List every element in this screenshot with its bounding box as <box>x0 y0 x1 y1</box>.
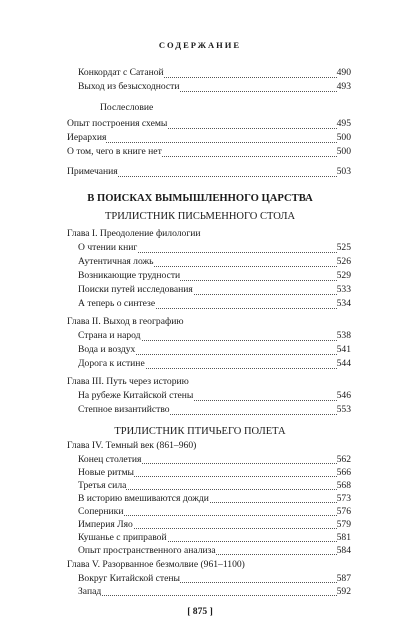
toc-entry <box>78 241 351 255</box>
toc-entry-page: 576 <box>336 506 351 517</box>
toc-entry <box>78 572 351 585</box>
toc-entry-page: 587 <box>336 573 351 584</box>
toc-entry-title: Аутентичная ложь <box>78 256 154 267</box>
toc-entry-title: Поиски путей исследования <box>78 284 193 295</box>
toc-entry-notes <box>67 165 351 179</box>
toc-entry-title: Примечания <box>67 166 118 177</box>
toc-entry <box>78 343 351 357</box>
toc-entry-title: Конец столетия <box>78 454 142 465</box>
toc-entry-title: Запад <box>78 586 102 597</box>
toc-entry-page: 534 <box>336 298 351 309</box>
toc-entry <box>78 585 351 598</box>
toc-entry-title: Опыт пространственного анализа <box>78 545 216 556</box>
running-header: СОДЕРЖАНИЕ <box>158 40 242 50</box>
toc-entry-page: 592 <box>336 586 351 597</box>
toc-entry-title: Опыт построения схемы <box>67 118 168 129</box>
toc-entry-page: 529 <box>336 270 351 281</box>
toc-entry-page: 584 <box>336 545 351 556</box>
toc-entry-title: А теперь о синтезе <box>78 298 156 309</box>
toc-entry-page: 568 <box>336 480 351 491</box>
toc-entry <box>78 466 351 479</box>
toc-entry-title: Конкордат с Сатаной <box>78 67 164 78</box>
toc-entry <box>78 255 351 269</box>
toc-entry-page: 544 <box>336 358 351 369</box>
toc-entry-title: На рубеже Китайской стены <box>78 390 194 401</box>
toc-entry-page: 546 <box>336 390 351 401</box>
toc-entry <box>67 145 351 159</box>
toc-entry-title: Возникающие трудности <box>78 270 181 281</box>
trefoil-title: ТРИЛИСТНИК ПТИЧЬЕГО ПОЛЕТА <box>114 426 286 437</box>
toc-entry-page: 541 <box>336 344 351 355</box>
toc-entry-title: Новые ритмы <box>78 467 134 478</box>
toc-entry <box>78 283 351 297</box>
toc-entry <box>67 117 351 131</box>
toc-entry-page: 581 <box>336 532 351 543</box>
toc-entry-page: 538 <box>336 330 351 341</box>
chapter-title: Глава I. Преодоление филологии <box>67 228 201 239</box>
toc-entry <box>78 531 351 544</box>
toc-entry-title: Вокруг Китайской стены <box>78 573 180 584</box>
toc-entry-page: 495 <box>336 118 351 129</box>
chapter-title: Глава V. Разорванное безмолвие (961–1100) <box>67 559 245 570</box>
toc-entry-title: Соперники <box>78 506 124 517</box>
toc-entry-title: Выход из безысходности <box>78 81 180 92</box>
chapter-title: Глава III. Путь через историю <box>67 376 189 387</box>
toc-entry-title: Страна и народ <box>78 330 141 341</box>
toc-entry <box>78 403 351 417</box>
toc-entry <box>67 131 351 145</box>
toc-entry-page: 566 <box>336 467 351 478</box>
chapter-title: Глава IV. Темный век (861–960) <box>67 440 197 451</box>
toc-entry <box>78 66 351 80</box>
toc-entry <box>78 389 351 403</box>
toc-entry-title: Иерархия <box>67 132 107 143</box>
toc-entry-page: 526 <box>336 256 351 267</box>
toc-entry <box>78 297 351 311</box>
toc-entry-title: О чтении книг <box>78 242 138 253</box>
toc-entry <box>78 80 351 94</box>
toc-entry <box>78 479 351 492</box>
toc-entry <box>78 492 351 505</box>
part-title: В ПОИСКАХ ВЫМЫШЛЕННОГО ЦАРСТВА <box>87 193 313 204</box>
toc-entry-page: 503 <box>336 166 351 177</box>
toc-entry-title: Вода и воздух <box>78 344 136 355</box>
toc-entry-page: 525 <box>336 242 351 253</box>
toc-entry <box>78 269 351 283</box>
toc-entry-title: Степное византийство <box>78 404 170 415</box>
toc-entry <box>78 357 351 371</box>
toc-entry-page: 493 <box>336 81 351 92</box>
toc-entry-page: 579 <box>336 519 351 530</box>
toc-entry-page: 490 <box>336 67 351 78</box>
toc-entry-page: 553 <box>336 404 351 415</box>
toc-entry-title: О том, чего в книге нет <box>67 146 162 157</box>
toc-entry-page: 500 <box>336 132 351 143</box>
toc-entry-page: 500 <box>336 146 351 157</box>
leader-dots <box>67 142 351 143</box>
leader-dots <box>78 595 351 596</box>
toc-entry-title: Кушанье с приправой <box>78 532 167 543</box>
toc-entry <box>78 518 351 531</box>
toc-entry <box>78 329 351 343</box>
toc-entry-title: Дорога к истине <box>78 358 145 369</box>
toc-entry-title: В историю вмешиваются дожди <box>78 493 209 504</box>
toc-entry-page: 533 <box>336 284 351 295</box>
toc-entry <box>78 505 351 518</box>
toc-entry-page: 562 <box>336 454 351 465</box>
trefoil-title: ТРИЛИСТНИК ПИСЬМЕННОГО СТОЛА <box>104 211 296 222</box>
toc-entry-title: Империя Ляо <box>78 519 133 530</box>
page-number: [ 875 ] <box>187 606 213 617</box>
chapter-title: Глава II. Выход в географию <box>67 316 184 327</box>
toc-entry-page: 573 <box>336 493 351 504</box>
toc-entry-title: Третья сила <box>78 480 127 491</box>
toc-entry <box>78 453 351 466</box>
afterword-heading: Послесловие <box>100 102 154 113</box>
toc-entry <box>78 544 351 557</box>
